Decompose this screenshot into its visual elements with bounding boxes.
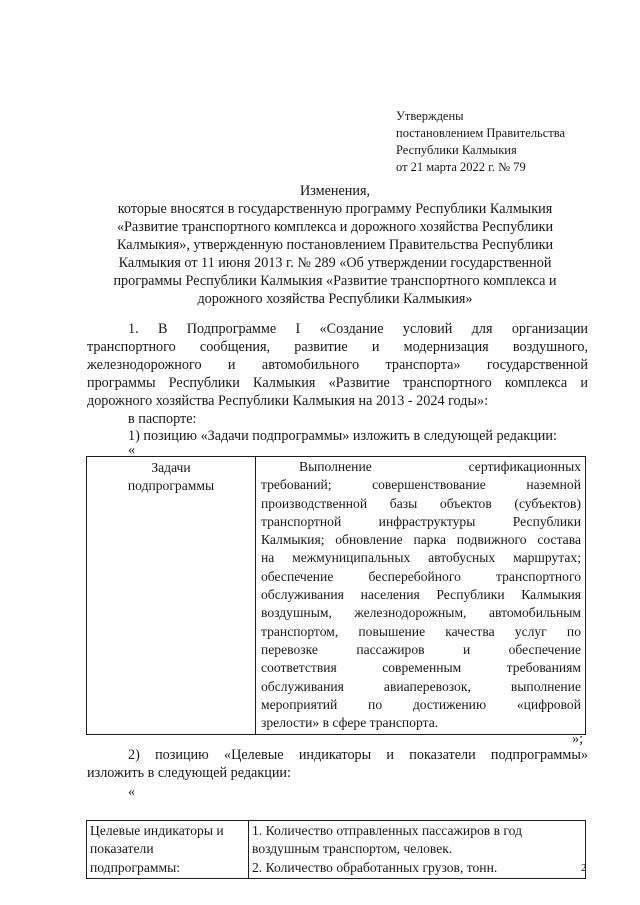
in-passport-label: в паспорте: — [128, 411, 197, 427]
section1-line: 1. В Подпрограмме I «Создание условий для организации — [128, 321, 588, 337]
section1-line: дорожного хозяйства Республики Калмыкия на 2013 - 2024 годы»: — [87, 393, 489, 409]
indicators-label-cell — [87, 821, 249, 879]
tasks-text-line: зрелости» в сфере транспорта. — [261, 715, 439, 731]
tasks-table — [86, 456, 586, 735]
tasks-text-line: требований; совершенствование наземной — [261, 477, 581, 493]
section2-line: 2) позицию «Целевые индикаторы и показатели подпрограммы» — [128, 747, 588, 763]
tasks-text-line: на межмуниципальных автобусных маршрутах; — [261, 550, 581, 566]
approval-stamp — [396, 108, 565, 176]
indicators-label: Целевые индикаторы и — [90, 823, 224, 838]
tasks-label: подпрограммы — [127, 478, 215, 494]
tasks-text-line: транспортом, повышение качества услуг по — [261, 623, 581, 639]
section1-line: железнодорожного и автомобильного транспорта» государственной — [87, 357, 588, 373]
title-line: Калмыкия от 11 июня 2013 г. № 289 «Об утверждении государственной — [118, 255, 552, 271]
open-quote: « — [128, 442, 136, 458]
indicators-table — [86, 820, 586, 879]
tasks-value-cell — [256, 457, 586, 735]
indicator-item: воздушным транспортом, человек. — [252, 841, 453, 857]
tasks-text-line: Выполнение сертификационных — [299, 459, 581, 474]
approval-date: от 21 марта 2022 г. № 79 — [396, 160, 526, 174]
title-line: «Развитие транспортного комплекса и дорожного хозяйства Республики — [116, 219, 554, 235]
indicators-label: подпрограммы: — [90, 859, 180, 875]
open-quote: « — [128, 784, 136, 800]
tasks-text-line: Калмыкия; обновление парка подвижного состава — [261, 532, 581, 548]
section1-line: программы Республики Калмыкия «Развитие транспортного комплекса и — [87, 375, 588, 391]
section2-line: изложить в следующей редакции: — [87, 765, 291, 781]
approval-line: Утверждены — [396, 109, 464, 123]
tasks-text-line: воздушным, железнодорожным, автомобильным — [261, 605, 581, 621]
tasks-label: Задачи — [151, 460, 191, 475]
title-line: дорожного хозяйства Республики Калмыкия» — [197, 291, 473, 307]
indicator-item: 2. Количество обработанных грузов, тонн. — [252, 859, 498, 875]
tasks-text-line: транспортной инфраструктуры Республики — [261, 513, 581, 529]
approval-line: постановлением Правительства — [396, 126, 566, 140]
approval-line: Республики Калмыкия — [396, 143, 517, 157]
tasks-label-cell — [87, 457, 256, 735]
item1-instruction: 1) позицию «Задачи подпрограммы» изложить в следующей редакции: — [128, 428, 557, 444]
page-number: 2 — [581, 862, 587, 874]
tasks-text-line: перевозке пассажиров и обеспечение — [261, 641, 581, 657]
tasks-text-line: обслуживания авиаперевозок, выполнение — [261, 678, 581, 694]
tasks-text-line: соответствия современным требованиям — [261, 660, 581, 676]
tasks-text-line: обеспечение бесперебойного транспортного — [261, 568, 581, 584]
table-row — [87, 821, 586, 879]
title-heading: Изменения, — [299, 183, 371, 199]
document-title — [80, 182, 590, 308]
tasks-text-line: обслуживания населения Республики Калмыкия — [261, 587, 581, 603]
indicators-label: показатели — [90, 841, 154, 857]
indicators-value-cell — [249, 821, 586, 879]
title-line: которые вносятся в государственную программу Республики Калмыкия — [117, 201, 553, 217]
title-line: Калмыкия», утвержденную постановлением Правительства Республики — [116, 237, 554, 253]
tasks-text-line: мероприятий по достижению «цифровой — [261, 696, 581, 712]
tasks-text-line: производственной базы объектов (субъектов) — [261, 495, 581, 511]
table-row — [87, 457, 586, 735]
close-quote: »; — [572, 731, 584, 747]
indicator-item: 1. Количество отправленных пассажиров в год — [252, 823, 522, 838]
title-line: программы Республики Калмыкия «Развитие транспортного комплекса и — [113, 273, 557, 289]
section1-line: транспортного сообщения, развитие и модернизация воздушного, — [87, 339, 588, 355]
